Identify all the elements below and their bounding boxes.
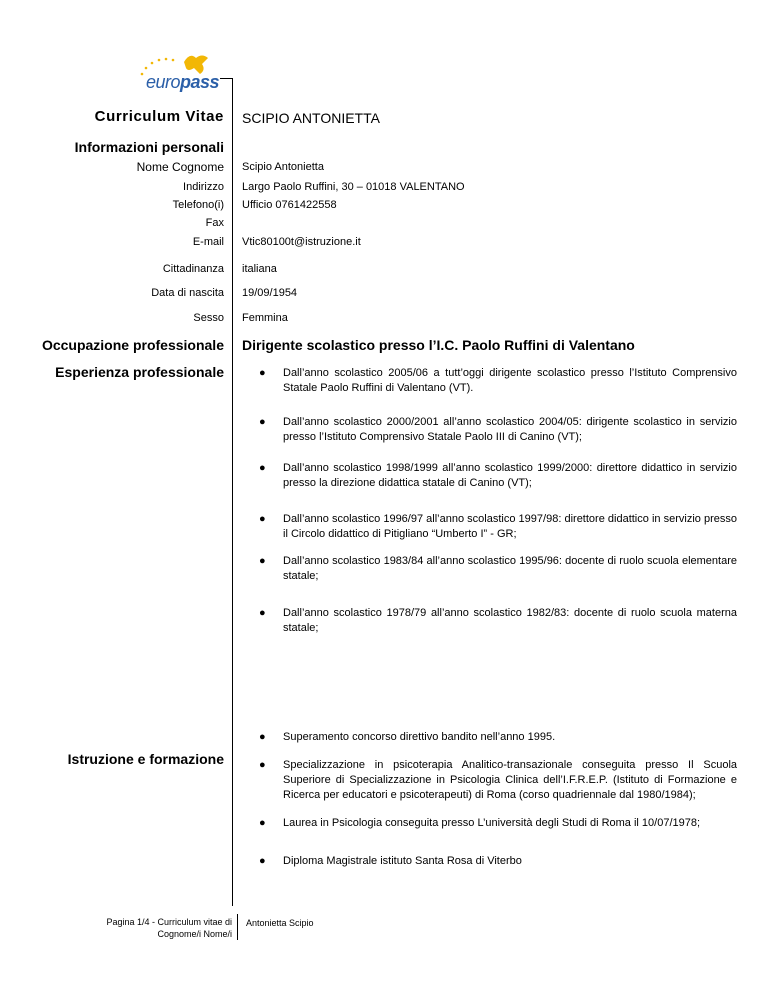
list-item-text: Dall’anno scolastico 1998/1999 all’anno scolastico 1999/2000: direttore didattico in servizio presso la direzione didattica statale di Canino (VT); [283, 462, 737, 489]
list-item-text: Dall’anno scolastico 2005/06 a tutt’oggi dirigente scolastico presso l’Istituto Comprensivo Statale Paolo Ruffini di Valentano (VT). [283, 367, 737, 394]
list-item-text: Dall’anno scolastico 1983/84 all’anno scolastico 1995/96: docente di ruolo scuola elementare statale; [283, 555, 737, 582]
bullet-icon: ● [259, 555, 266, 567]
field-value-email: Vtic80100t@istruzione.it [242, 236, 361, 248]
cv-title: Curriculum Vitae [94, 108, 224, 125]
list-item [242, 512, 737, 542]
bullet-icon: ● [259, 759, 266, 771]
person-name-heading: SCIPIO ANTONIETTA [242, 110, 380, 126]
list-item-text: Dall’anno scolastico 2000/2001 all’anno scolastico 2004/05: dirigente scolastico in servizio presso l’Istituto Comprensivo Statale Paolo III di Canino (VT); [283, 416, 737, 443]
logo-divider-hook [220, 78, 233, 79]
list-item [242, 730, 737, 745]
list-item [242, 461, 737, 491]
logo-euro-text: euro [146, 72, 181, 92]
bullet-icon: ● [259, 731, 266, 743]
field-value-citizenship: italiana [242, 263, 277, 275]
personal-info-heading: Informazioni personali [74, 139, 224, 155]
field-label-sex: Sesso [193, 312, 224, 324]
field-label-address: Indirizzo [183, 181, 224, 193]
footer-page-line2: Cognome/i Nome/i [157, 929, 232, 939]
list-item [242, 415, 737, 445]
bullet-icon: ● [259, 855, 266, 867]
field-label-email: E-mail [192, 236, 224, 248]
list-item-text: Laurea in Psicologia conseguita presso L’università degli Studi di Roma il 10/07/1978; [283, 817, 701, 829]
occupation-value: Dirigente scolastico presso l’I.C. Paolo Ruffini di Valentano [242, 337, 635, 353]
list-item [242, 554, 737, 584]
bullet-icon: ● [259, 462, 266, 474]
field-value-address: Largo Paolo Ruffini, 30 – 01018 VALENTANO [242, 181, 465, 193]
field-label-fax: Fax [205, 217, 224, 229]
column-divider [232, 78, 233, 906]
list-item [242, 816, 737, 831]
bullet-icon: ● [259, 607, 266, 619]
bullet-icon: ● [259, 367, 266, 379]
list-item-text: Diploma Magistrale istituto Santa Rosa di Viterbo [283, 855, 522, 867]
list-item-text: Specializzazione in psicoterapia Analitico-transazionale conseguita presso Il Scuola Superiore di Specializzazione in Psicologia Clinica dell’I.F.R.E.P. (Istituto di Formazione e Ricerca per educatori e psicoterapeuti) di Roma (corso quadriennale dal 1980/1984); [283, 759, 737, 801]
europass-logo [132, 50, 222, 98]
footer-name: Antonietta Scipio [246, 918, 314, 928]
field-value-phone: Ufficio 0761422558 [242, 199, 337, 211]
list-item-text: Dall’anno scolastico 1996/97 all’anno scolastico 1997/98: direttore didattico in servizio presso il Circolo didattico di Pitigliano “Umberto I” - GR; [283, 513, 737, 540]
footer-divider [237, 914, 238, 940]
logo-pass-text: pass [180, 72, 220, 92]
bullet-icon: ● [259, 513, 266, 525]
list-item-text: Dall’anno scolastico 1978/79 all’anno scolastico 1982/83: docente di ruolo scuola materna statale; [283, 607, 737, 634]
list-item [242, 366, 737, 396]
experience-label: Esperienza professionale [55, 364, 224, 380]
bullet-icon: ● [259, 416, 266, 428]
education-label: Istruzione e formazione [67, 751, 224, 767]
footer-page-line1: Pagina 1/4 - Curriculum vitae di [106, 917, 232, 927]
field-label-phone: Telefono(i) [172, 199, 224, 211]
list-item [242, 854, 737, 869]
field-value-name: Scipio Antonietta [242, 161, 324, 173]
field-label-name: Nome Cognome [136, 160, 224, 174]
list-item [242, 606, 737, 636]
field-value-sex: Femmina [242, 312, 288, 324]
occupation-label: Occupazione professionale [41, 337, 224, 353]
list-item-text: Superamento concorso direttivo bandito nell’anno 1995. [283, 731, 556, 743]
footer-page-info [106, 916, 232, 940]
field-label-birthdate: Data di nascita [151, 287, 224, 299]
list-item [242, 758, 737, 803]
bullet-icon: ● [259, 817, 266, 829]
field-value-birthdate: 19/09/1954 [242, 287, 298, 299]
field-label-citizenship: Cittadinanza [162, 263, 224, 275]
